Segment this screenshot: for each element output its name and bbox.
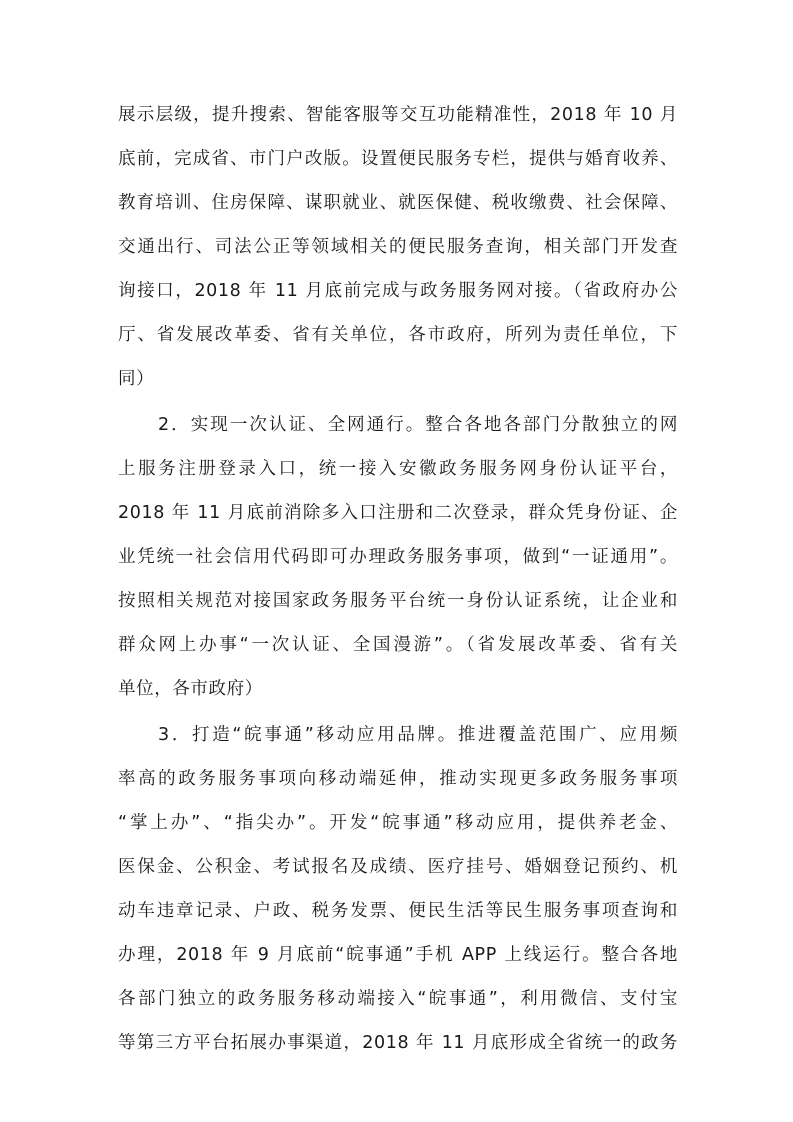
paragraph-2-line-2: 上服务注册登录入口，统一接入安徽政务服务网身份认证平台， [118, 459, 678, 479]
paragraph-3-line-7: 各部门独立的政务服务移动端接入“皖事通”，利用微信、支付宝 [118, 989, 678, 1009]
paragraph-3-line-8: 等第三方平台拓展办事渠道，2018 年 11 月底形成全省统一的政务 [118, 1033, 678, 1053]
paragraph-3-line-5: 动车违章记录、户政、税务发票、便民生活等民生服务事项查询和 [118, 901, 678, 921]
paragraph-3-line-1: 3．打造“皖事通”移动应用品牌。推进覆盖范围广、应用频 [158, 725, 678, 745]
paragraph-1-line-7: 同） [118, 369, 155, 389]
paragraph-3-line-4: 医保金、公积金、考试报名及成绩、医疗挂号、婚姻登记预约、机 [118, 857, 678, 877]
paragraph-3-line-6: 办理，2018 年 9 月底前“皖事通”手机 APP 上线运行。整合各地 [118, 945, 678, 965]
paragraph-1-line-2: 底前，完成省、市门户改版。设置便民服务专栏，提供与婚育收养、 [118, 149, 678, 169]
paragraph-1-line-1: 展示层级，提升搜索、智能客服等交互功能精准性，2018 年 10 月 [118, 105, 678, 125]
paragraph-1-line-3: 教育培训、住房保障、谋职就业、就医保健、税收缴费、社会保障、 [118, 193, 678, 213]
paragraph-2-line-3: 2018 年 11 月底前消除多入口注册和二次登录，群众凭身份证、企 [118, 503, 678, 523]
paragraph-1-line-4: 交通出行、司法公正等领域相关的便民服务查询，相关部门开发查 [118, 237, 678, 257]
paragraph-3-line-3: “掌上办”、“指尖办”。开发“皖事通”移动应用，提供养老金、 [118, 813, 678, 833]
paragraph-1-line-6: 厅、省发展改革委、省有关单位，各市政府，所列为责任单位，下 [118, 325, 678, 345]
paragraph-2-line-7: 单位，各市政府） [118, 679, 263, 699]
paragraph-2-line-4: 业凭统一社会信用代码即可办理政务服务事项，做到“一证通用”。 [118, 547, 678, 567]
paragraph-1-line-5: 询接口，2018 年 11 月底前完成与政务服务网对接。（省政府办公 [118, 281, 678, 301]
paragraph-2-line-5: 按照相关规范对接国家政务服务平台统一身份认证系统，让企业和 [118, 591, 678, 611]
paragraph-2-line-6: 群众网上办事“一次认证、全国漫游”。（省发展改革委、省有关 [118, 635, 678, 655]
paragraph-3-line-2: 率高的政务服务事项向移动端延伸，推动实现更多政务服务事项 [118, 769, 678, 789]
paragraph-2-line-1: 2．实现一次认证、全网通行。整合各地各部门分散独立的网 [158, 415, 678, 435]
